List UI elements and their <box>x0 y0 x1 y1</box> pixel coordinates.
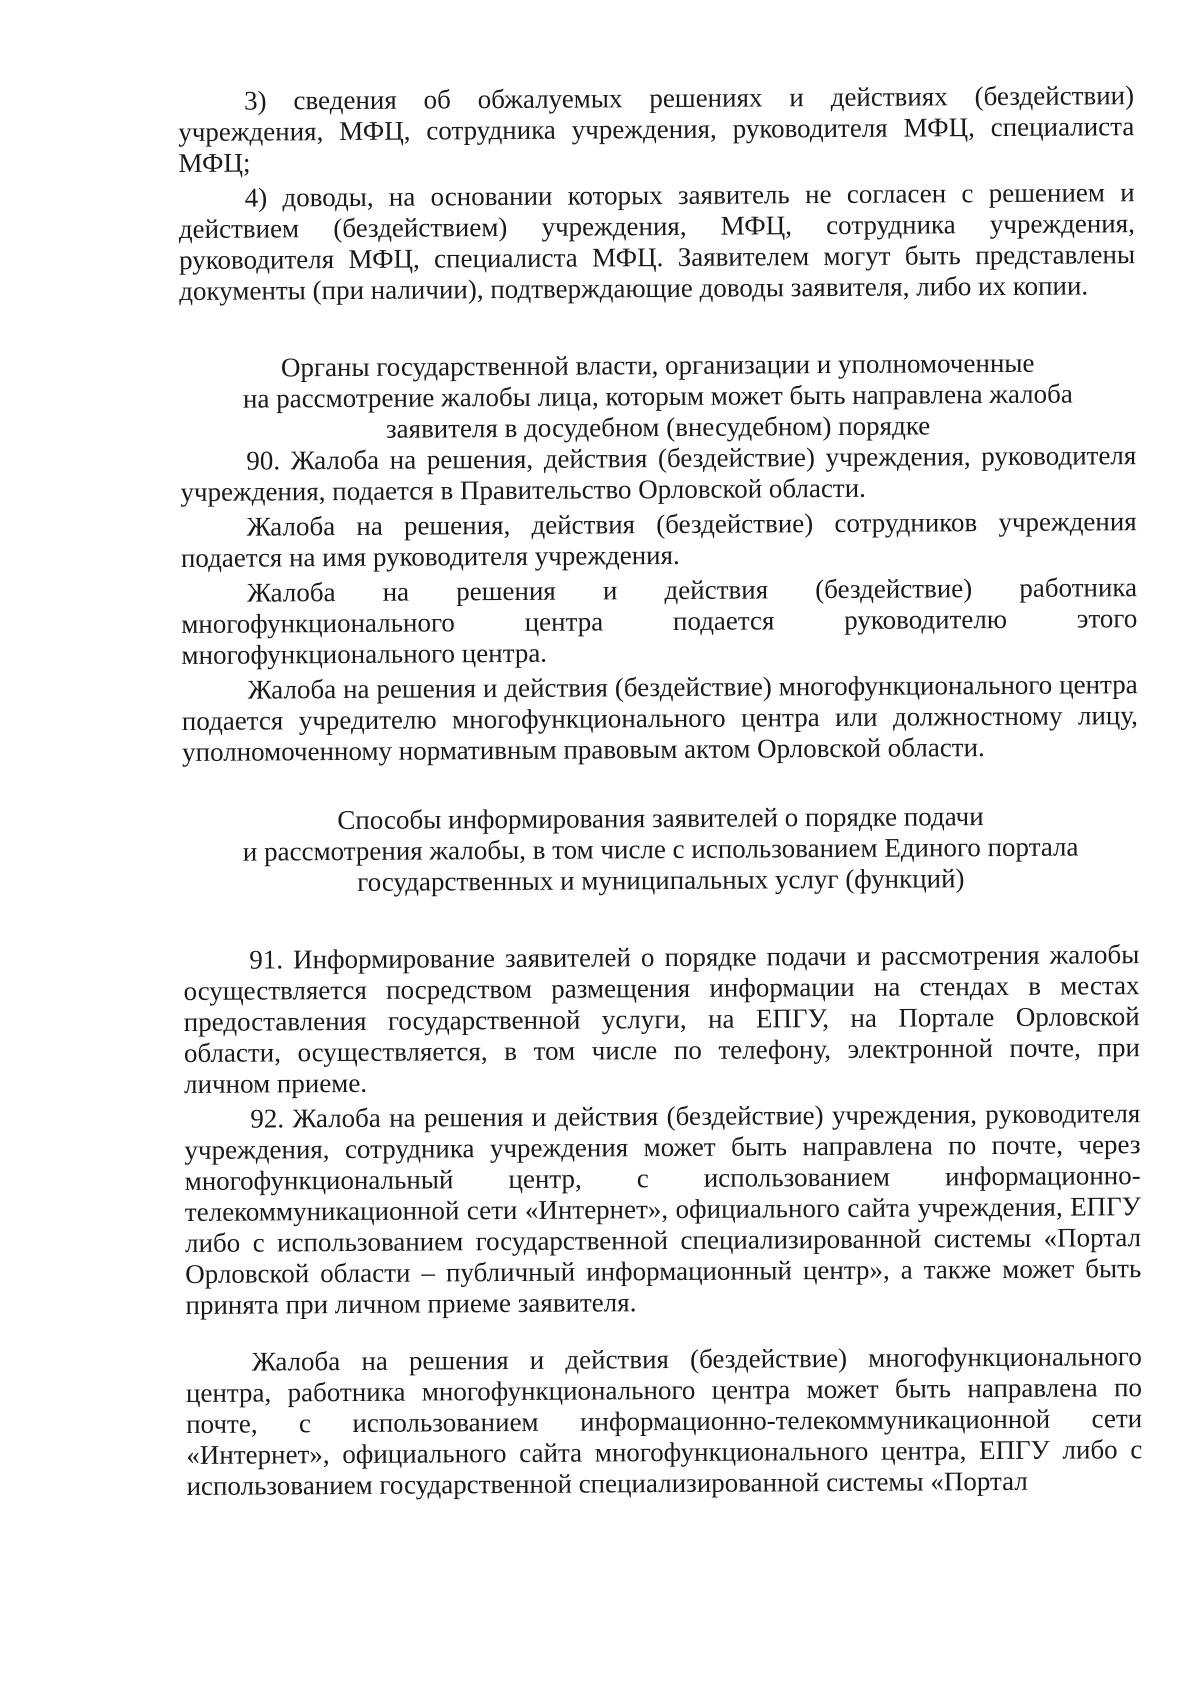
paragraph-92: 92. Жалоба на решения и действия (бездействие) учреждения, руководителя учреждения, сотрудника учреждения может быть направлена по почте, через многофункциональный центр, с использованием информационно-телекоммуникационной сети «Интернет», официального сайта учреждения, ЕПГУ либо с использованием государственной специализированной системы «Портал Орловской области – публичный информационный центр», а также может быть принята при личном приеме заявителя. <box>184 1098 1142 1320</box>
paragraph-91: 91. Информирование заявителей о порядке подачи и рассмотрения жалобы осуществляется посредством размещения информации на стендах в местах предоставления государственной услуги, на ЕПГУ, на Портале Орловской области, осуществляется, в том числе по телефону, электронной почте, при личном приеме. <box>183 939 1140 1099</box>
document-body <box>178 80 1143 1502</box>
section-heading-complaint-bodies <box>180 347 1137 446</box>
paragraph-item-3: 3) сведения об обжалуемых решениях и действиях (бездействии) учреждения, МФЦ, сотрудника учреждения, руководителя МФЦ, специалиста МФЦ; <box>178 80 1135 178</box>
paragraph-item-4: 4) доводы, на основании которых заявитель не согласен с решением и действием (бездействием) учреждения, МФЦ, сотрудника учреждения, руководителя МФЦ, специалиста МФЦ. Заявителем могут быть представлены документы (при наличии), подтверждающие доводы заявителя, либо их копии. <box>178 177 1136 306</box>
paragraph-92-mfc: Жалоба на решения и действия (бездействие) многофункционального центра, работника многофункционального центра может быть направлена по почте, с использованием информационно-телекоммуникационной сети «Интернет», официального сайта многофункционального центра, ЕПГУ либо с использованием государственной специализированной системы «Портал <box>185 1341 1143 1501</box>
heading-line: и рассмотрения жалобы, в том числе с использованием Единого портала <box>242 831 1079 867</box>
heading-line: Органы государственной власти, организации и уполномоченные <box>280 347 1035 383</box>
paragraph-90-mfc-worker: Жалоба на решения и действия (бездействие) работника многофункционального центра подается руководителю этого многофункционального центра. <box>181 572 1138 670</box>
paragraph-90-mfc: Жалоба на решения и действия (бездействие) многофункционального центра подается учредителю многофункционального центра или должностному лицу, уполномоченному нормативным правовым актом Орловской области. <box>181 669 1138 767</box>
heading-line: Способы информирования заявителей о порядке подачи <box>337 801 984 836</box>
section-heading-informing-methods <box>182 800 1139 899</box>
heading-line: на рассмотрение жалобы лица, которым может быть направлена жалоба <box>242 378 1073 414</box>
paragraph-90: 90. Жалоба на решения, действия (бездействие) учреждения, руководителя учреждения, подается в Правительство Орловской области. <box>180 440 1137 507</box>
paragraph-90-employees: Жалоба на решения, действия (бездействие) сотрудников учреждения подается на имя руководителя учреждения. <box>180 506 1137 573</box>
heading-line: государственных и муниципальных услуг (функций) <box>357 863 965 897</box>
heading-line: заявителя в досудебном (внесудебном) порядке <box>385 410 931 444</box>
